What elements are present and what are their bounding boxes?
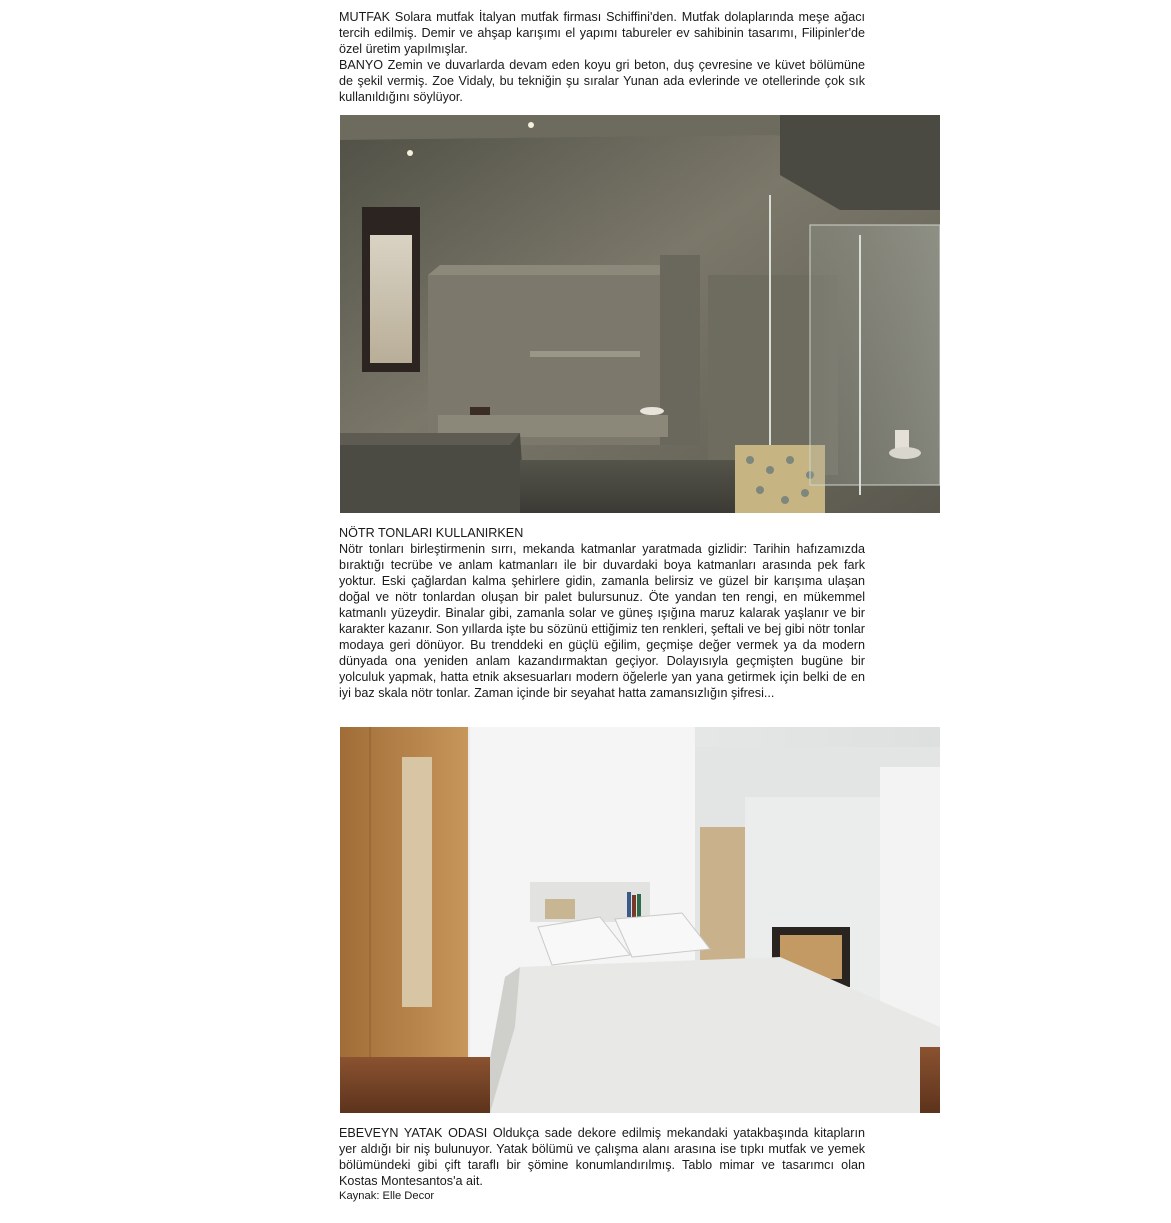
bedroom-paragraph: EBEVEYN YATAK ODASI Oldukça sade dekore edilmiş mekandaki yatakbaşında kitapların yer aldığı bir niş bulunuyor. Yatak bölümü ve çalışma alanı arasına ise tıpkı mutfak ve yemek bölümündeki gibi çift taraflı bir şömine konumlandırılmış. Tablo mimar ve tasarımcı olan Kostas Montesantos'a ait.: [339, 1126, 865, 1188]
neutral-tones-paragraph: Nötr tonları birleştirmenin sırrı, mekanda katmanlar yaratmada gizlidir: Tarihin hafızamızda bıraktığı tecrübe ve anlam katmanları ile bir duvardaki boya katmanları arasında pek fark yoktur. Eski çağlardan kalma şehirlere gidin, zamanla belirsiz ve güzel bir karışıma ulaşan doğal ve nötr tonlardan oluşan bir palet bulursunuz. Öte yandan ten rengi, en mükemmel katmanlı yüzeydir. Binalar gibi, zamanla solar ve güneş ışığına maruz kalarak yaşlanır ve bir karakter kazanır. Son yıllarda işte bu sözünü ettiğimiz ten renkleri, şeftali ve bej gibi nötr tonlar modaya geri dönüyor. Bu trenddeki en güçlü eğilim, geçmişe değer vermek ya da modern dünyada ona yeniden anlam kazandırmaktan geçiyor. Dolayısıyla geçmişten bugüne bir yolculuk yapmak, hatta etnik aksesuarları modern öğelerle yan yana getirmek için belki de en iyi baz skala nötr tonlar. Zaman içinde bir seyahat hatta zamansızlığın şifresi...: [339, 542, 865, 700]
bathroom-paragraph: BANYO Zemin ve duvarlarda devam eden koyu gri beton, duş çevresine ve küvet bölümüne de şekil vermiş. Zoe Vidaly, bu tekniğin şu sıralar Yunan ada evlerinde ve otellerinde çok sık kullanıldığını söylüyor.: [339, 58, 865, 104]
bedroom-photo: [340, 727, 940, 1113]
bedroom-illustration: [340, 727, 940, 1113]
bathroom-photo: [340, 115, 940, 513]
bedroom-text-block: [339, 1125, 865, 1204]
section-heading: NÖTR TONLARI KULLANIRKEN: [339, 526, 524, 540]
bathroom-illustration: [340, 115, 940, 513]
source-credit: Kaynak: Elle Decor: [339, 1190, 435, 1202]
intro-text-block: [339, 9, 865, 105]
neutral-tones-block: [339, 525, 865, 701]
kitchen-paragraph: MUTFAK Solara mutfak İtalyan mutfak firması Schiffini'den. Mutfak dolaplarında meşe ağacı tercih edilmiş. Demir ve ahşap karışımı el yapımı tabureler ev sahibinin tasarımı, Filipinler'de özel üretim yapılmışlar.: [339, 10, 865, 56]
